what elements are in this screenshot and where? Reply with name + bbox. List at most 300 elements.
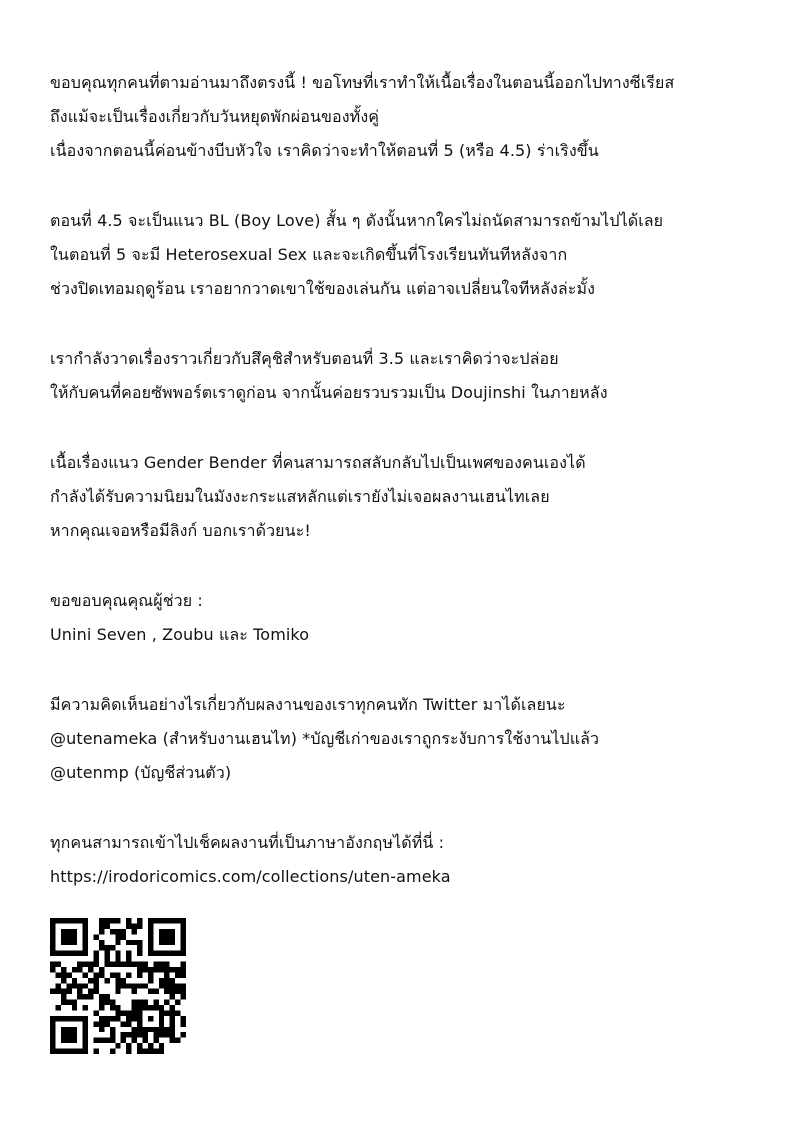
qr-module xyxy=(181,929,186,934)
qr-module xyxy=(126,956,131,961)
qr-module xyxy=(83,940,88,945)
qr-module xyxy=(115,929,120,934)
qr-module xyxy=(115,1043,120,1048)
qr-module xyxy=(142,1032,147,1037)
qr-module xyxy=(50,923,55,928)
qr-module xyxy=(164,962,169,967)
text-line: ทุกคนสามารถเข้าไปเช็คผลงานที่เป็นภาษาอังกฤษได้ที่นี่ : xyxy=(50,833,445,852)
afterword-text xyxy=(50,66,770,930)
paragraph-twitter xyxy=(50,688,770,790)
qr-module xyxy=(121,962,126,967)
qr-module xyxy=(77,983,82,988)
qr-module xyxy=(61,972,66,977)
qr-module xyxy=(170,1038,175,1043)
qr-module xyxy=(137,1005,142,1010)
qr-module xyxy=(164,972,169,977)
qr-module xyxy=(50,940,55,945)
qr-module xyxy=(181,951,186,956)
qr-module xyxy=(72,951,77,956)
qr-module xyxy=(175,918,180,923)
qr-module xyxy=(55,951,60,956)
qr-module xyxy=(72,978,77,983)
qr-module xyxy=(148,1027,153,1032)
qr-module xyxy=(148,978,153,983)
qr-module xyxy=(88,967,93,972)
qr-module xyxy=(110,929,115,934)
qr-module xyxy=(115,989,120,994)
qr-module xyxy=(83,929,88,934)
qr-module xyxy=(159,978,164,983)
qr-module xyxy=(83,1038,88,1043)
qr-module xyxy=(115,972,120,977)
qr-module xyxy=(137,1043,142,1048)
text-line: ถึงแม้จะเป็นเรื่องเกี่ยวกับวันหยุดพักผ่อนของทั้งคู่ xyxy=(50,107,380,126)
qr-module xyxy=(99,994,104,999)
qr-module xyxy=(83,1021,88,1026)
qr-module xyxy=(181,940,186,945)
qr-module xyxy=(94,1021,99,1026)
qr-module xyxy=(50,918,55,923)
qr-module xyxy=(137,967,142,972)
text-line: เรากำลังวาดเรื่องราวเกี่ยวกับสึคุชิสำหรับตอนที่ 3.5 และเราคิดว่าจะปล่อย xyxy=(50,349,559,368)
qr-module xyxy=(61,1038,66,1043)
qr-module xyxy=(175,951,180,956)
qr-module xyxy=(83,1049,88,1054)
qr-module xyxy=(142,1027,147,1032)
text-line: เนื่องจากตอนนี้ค่อนข้างบีบหัวใจ เราคิดว่าจะทำให้ตอนที่ 5 (หรือ 4.5) ร่าเริงขึ้น xyxy=(50,141,599,160)
qr-module xyxy=(121,1021,126,1026)
qr-module xyxy=(181,918,186,923)
qr-module xyxy=(61,1000,66,1005)
qr-module xyxy=(142,983,147,988)
qr-module xyxy=(55,972,60,977)
qr-module xyxy=(170,918,175,923)
qr-module xyxy=(126,923,131,928)
qr-module xyxy=(115,1010,120,1015)
qr-module xyxy=(175,1038,180,1043)
qr-module xyxy=(104,923,109,928)
qr-module xyxy=(148,1049,153,1054)
qr-module xyxy=(83,945,88,950)
text-line: Unini Seven , Zoubu และ Tomiko xyxy=(50,625,310,644)
text-line: ขอบคุณทุกคนที่ตามอ่านมาถึงตรงนี้ ! ขอโทษที่เราทำให้เนื้อเรื่องในตอนนี้ออกไปทางซีเรียส xyxy=(50,73,675,92)
qr-module xyxy=(61,940,66,945)
qr-module xyxy=(137,1049,142,1054)
qr-module xyxy=(148,989,153,994)
qr-module xyxy=(83,1027,88,1032)
qr-module xyxy=(55,1016,60,1021)
qr-module xyxy=(164,929,169,934)
qr-module xyxy=(137,923,142,928)
qr-module xyxy=(110,962,115,967)
qr-module xyxy=(126,1021,131,1026)
qr-module xyxy=(66,940,71,945)
qr-module xyxy=(142,1005,147,1010)
qr-module xyxy=(88,978,93,983)
qr-module xyxy=(50,1043,55,1048)
qr-module xyxy=(88,994,93,999)
qr-module xyxy=(164,951,169,956)
qr-module xyxy=(115,956,120,961)
qr-module xyxy=(137,1010,142,1015)
qr-module xyxy=(121,1010,126,1015)
text-line: หากคุณเจอหรือมีลิงก์ บอกเราด้วยนะ! xyxy=(50,521,311,540)
qr-module xyxy=(121,983,126,988)
qr-module xyxy=(72,929,77,934)
qr-module xyxy=(77,994,82,999)
qr-module xyxy=(142,1000,147,1005)
qr-module xyxy=(110,1005,115,1010)
qr-module xyxy=(61,1027,66,1032)
qr-module xyxy=(153,1038,158,1043)
qr-module xyxy=(50,967,55,972)
qr-module xyxy=(99,918,104,923)
qr-code-graphic xyxy=(50,918,186,1054)
qr-module xyxy=(159,1010,164,1015)
qr-module xyxy=(170,978,175,983)
qr-module xyxy=(175,1000,180,1005)
qr-module xyxy=(142,1049,147,1054)
qr-module xyxy=(83,1005,88,1010)
qr-module xyxy=(181,934,186,939)
qr-module xyxy=(170,1016,175,1021)
qr-module xyxy=(61,929,66,934)
qr-module xyxy=(61,978,66,983)
qr-module xyxy=(164,1010,169,1015)
text-line: ช่วงปิดเทอมฤดูร้อน เราอยากวาดเขาใช้ของเล่นกัน แต่อาจเปลี่ยนใจทีหลังล่ะมั้ง xyxy=(50,279,596,298)
text-line: ตอนที่ 4.5 จะเป็นแนว BL (Boy Love) สั้น ๆ ดังนั้นหากใครไม่ถนัดสามารถข้ามไปได้เลย xyxy=(50,211,664,230)
qr-module xyxy=(126,940,131,945)
qr-module xyxy=(175,1010,180,1015)
qr-module xyxy=(99,940,104,945)
qr-module xyxy=(159,934,164,939)
qr-module xyxy=(121,929,126,934)
qr-module xyxy=(137,1032,142,1037)
paragraph-gender-bender xyxy=(50,446,770,548)
qr-module xyxy=(55,989,60,994)
qr-module xyxy=(159,951,164,956)
qr-module xyxy=(104,1000,109,1005)
qr-module xyxy=(88,989,93,994)
qr-module xyxy=(170,1032,175,1037)
qr-module xyxy=(132,1000,137,1005)
qr-module xyxy=(72,940,77,945)
qr-module xyxy=(159,1032,164,1037)
qr-module xyxy=(181,1021,186,1026)
qr-module xyxy=(94,1010,99,1015)
qr-module xyxy=(132,1038,137,1043)
qr-module xyxy=(50,1021,55,1026)
qr-module xyxy=(126,1049,131,1054)
qr-module xyxy=(142,967,147,972)
qr-module xyxy=(94,934,99,939)
qr-module xyxy=(181,1016,186,1021)
qr-module xyxy=(104,1016,109,1021)
qr-module xyxy=(99,923,104,928)
qr-module xyxy=(61,934,66,939)
qr-module xyxy=(137,951,142,956)
qr-module xyxy=(104,962,109,967)
text-line: มีความคิดเห็นอย่างไรเกี่ยวกับผลงานของเราทุกคนทัก Twitter มาได้เลยนะ xyxy=(50,695,566,714)
qr-module xyxy=(72,1027,77,1032)
qr-module xyxy=(170,940,175,945)
qr-module xyxy=(99,1038,104,1043)
qr-module xyxy=(148,929,153,934)
qr-module xyxy=(94,989,99,994)
qr-module xyxy=(99,967,104,972)
qr-module xyxy=(137,940,142,945)
qr-module xyxy=(148,945,153,950)
qr-module xyxy=(115,962,120,967)
qr-module xyxy=(104,918,109,923)
qr-module xyxy=(50,1038,55,1043)
qr-module xyxy=(66,929,71,934)
qr-module xyxy=(99,1027,104,1032)
qr-module xyxy=(159,1027,164,1032)
qr-module xyxy=(148,934,153,939)
qr-module xyxy=(153,951,158,956)
qr-module xyxy=(83,923,88,928)
qr-module xyxy=(77,918,82,923)
qr-module xyxy=(175,967,180,972)
qr-module xyxy=(94,1049,99,1054)
qr-module xyxy=(153,1027,158,1032)
qr-module xyxy=(61,951,66,956)
qr-module xyxy=(61,994,66,999)
text-line: ขอขอบคุณคุณผู้ช่วย : xyxy=(50,591,203,610)
qr-module xyxy=(181,972,186,977)
qr-module xyxy=(164,918,169,923)
qr-module xyxy=(121,1032,126,1037)
qr-module xyxy=(77,989,82,994)
qr-module xyxy=(148,972,153,977)
qr-module xyxy=(72,967,77,972)
qr-module xyxy=(115,951,120,956)
qr-module xyxy=(66,1032,71,1037)
qr-module xyxy=(115,1005,120,1010)
qr-module xyxy=(110,1000,115,1005)
qr-module xyxy=(99,1005,104,1010)
qr-module xyxy=(121,934,126,939)
text-line: ให้กับคนที่คอยซัพพอร์ตเราดูก่อน จากนั้นค่อยรวบรวมเป็น Doujinshi ในภายหลัง xyxy=(50,383,608,402)
qr-module xyxy=(153,1049,158,1054)
qr-code xyxy=(50,918,186,1054)
qr-module xyxy=(181,1032,186,1037)
qr-module xyxy=(153,1000,158,1005)
qr-module xyxy=(99,1016,104,1021)
qr-module xyxy=(83,1032,88,1037)
qr-module xyxy=(66,1016,71,1021)
qr-module xyxy=(126,962,131,967)
qr-module xyxy=(170,967,175,972)
qr-module xyxy=(61,1016,66,1021)
qr-module xyxy=(94,962,99,967)
qr-module xyxy=(61,918,66,923)
qr-module xyxy=(72,1049,77,1054)
qr-module xyxy=(110,918,115,923)
qr-module xyxy=(148,967,153,972)
qr-module xyxy=(148,1005,153,1010)
qr-module xyxy=(72,918,77,923)
qr-module xyxy=(148,923,153,928)
qr-module xyxy=(66,1049,71,1054)
qr-module xyxy=(137,1027,142,1032)
qr-module xyxy=(94,1038,99,1043)
qr-module xyxy=(77,1049,82,1054)
qr-module xyxy=(55,983,60,988)
qr-module xyxy=(94,983,99,988)
qr-module xyxy=(77,962,82,967)
qr-module xyxy=(170,929,175,934)
qr-module xyxy=(115,918,120,923)
qr-module xyxy=(99,1021,104,1026)
qr-module xyxy=(115,1016,120,1021)
qr-module xyxy=(55,1005,60,1010)
qr-module xyxy=(77,951,82,956)
qr-module xyxy=(83,951,88,956)
qr-module xyxy=(132,923,137,928)
qr-module xyxy=(50,962,55,967)
text-line: เนื้อเรื่องแนว Gender Bender ที่คนสามารถสลับกลับไปเป็นเพศของคนเองได้ xyxy=(50,453,586,472)
qr-module xyxy=(126,1010,131,1015)
qr-module xyxy=(61,1032,66,1037)
qr-module xyxy=(72,983,77,988)
qr-module xyxy=(164,1027,169,1032)
qr-module xyxy=(72,1032,77,1037)
qr-module xyxy=(164,989,169,994)
qr-module xyxy=(66,1038,71,1043)
text-line: กำลังได้รับความนิยมในมังงะกระแสหลักแต่เรายังไม่เจอผลงานเฮนไทเลย xyxy=(50,487,550,506)
qr-module xyxy=(181,923,186,928)
qr-module xyxy=(72,1038,77,1043)
qr-module xyxy=(126,983,131,988)
qr-module xyxy=(137,972,142,977)
qr-module xyxy=(94,956,99,961)
qr-module xyxy=(77,967,82,972)
qr-module xyxy=(72,934,77,939)
qr-module xyxy=(83,994,88,999)
qr-module xyxy=(159,929,164,934)
qr-module xyxy=(83,1016,88,1021)
qr-module xyxy=(66,1000,71,1005)
qr-module xyxy=(132,1027,137,1032)
qr-module xyxy=(137,1000,142,1005)
qr-module xyxy=(159,918,164,923)
qr-module xyxy=(132,929,137,934)
paragraph-thanks xyxy=(50,66,770,168)
qr-module xyxy=(148,918,153,923)
qr-module xyxy=(110,1027,115,1032)
qr-module xyxy=(121,978,126,983)
qr-module xyxy=(72,1000,77,1005)
qr-module xyxy=(164,940,169,945)
qr-module xyxy=(126,918,131,923)
store-url: https://irodoricomics.com/collections/uten-ameka xyxy=(50,867,451,886)
qr-module xyxy=(50,1032,55,1037)
paragraph-store-link xyxy=(50,826,770,894)
qr-module xyxy=(66,918,71,923)
qr-module xyxy=(181,983,186,988)
qr-module xyxy=(115,940,120,945)
qr-module xyxy=(110,1032,115,1037)
qr-module xyxy=(148,940,153,945)
qr-module xyxy=(153,962,158,967)
qr-module xyxy=(115,983,120,988)
qr-module xyxy=(170,1010,175,1015)
qr-module xyxy=(126,972,131,977)
qr-module xyxy=(83,918,88,923)
qr-module xyxy=(126,1032,131,1037)
qr-module xyxy=(66,983,71,988)
qr-module xyxy=(110,1038,115,1043)
qr-module xyxy=(99,945,104,950)
qr-module xyxy=(159,962,164,967)
qr-module xyxy=(104,994,109,999)
qr-module xyxy=(104,978,109,983)
qr-module xyxy=(175,972,180,977)
qr-module xyxy=(170,1005,175,1010)
qr-module xyxy=(72,1005,77,1010)
qr-module xyxy=(148,1043,153,1048)
qr-module xyxy=(164,967,169,972)
qr-module xyxy=(132,1016,137,1021)
qr-module xyxy=(99,972,104,977)
text-line: ในตอนที่ 5 จะมี Heterosexual Sex และจะเกิดขึ้นที่โรงเรียนทันทีหลังจาก xyxy=(50,245,568,264)
qr-module xyxy=(104,1038,109,1043)
qr-module xyxy=(132,962,137,967)
qr-module xyxy=(83,962,88,967)
qr-module xyxy=(132,989,137,994)
twitter-handle-line: @utenameka (สำหรับงานเฮนไท) *บัญชีเก่าของเราถูกระงับการใช้งานไปแล้ว xyxy=(50,729,600,748)
qr-module xyxy=(153,1032,158,1037)
qr-module xyxy=(115,934,120,939)
qr-module xyxy=(159,1049,164,1054)
qr-module xyxy=(170,989,175,994)
twitter-handle-line: @utenmp (บัญชีส่วนตัว) xyxy=(50,763,232,782)
qr-module xyxy=(159,1021,164,1026)
qr-module xyxy=(137,945,142,950)
qr-module xyxy=(61,967,66,972)
qr-module xyxy=(159,1016,164,1021)
qr-module xyxy=(181,945,186,950)
qr-module xyxy=(61,1049,66,1054)
qr-module xyxy=(66,1027,71,1032)
qr-module xyxy=(104,956,109,961)
qr-module xyxy=(50,989,55,994)
qr-module xyxy=(175,983,180,988)
qr-module xyxy=(66,934,71,939)
qr-module xyxy=(132,983,137,988)
qr-module xyxy=(164,983,169,988)
qr-module xyxy=(55,1049,60,1054)
qr-module xyxy=(55,918,60,923)
qr-module xyxy=(104,945,109,950)
qr-module xyxy=(115,978,120,983)
qr-module xyxy=(159,983,164,988)
qr-module xyxy=(164,934,169,939)
qr-module xyxy=(66,989,71,994)
qr-module xyxy=(159,967,164,972)
qr-module xyxy=(88,962,93,967)
qr-module xyxy=(181,989,186,994)
qr-module xyxy=(50,951,55,956)
qr-module xyxy=(50,945,55,950)
qr-module xyxy=(61,989,66,994)
qr-module xyxy=(110,1016,115,1021)
qr-module xyxy=(137,962,142,967)
qr-module xyxy=(94,951,99,956)
qr-module xyxy=(66,972,71,977)
